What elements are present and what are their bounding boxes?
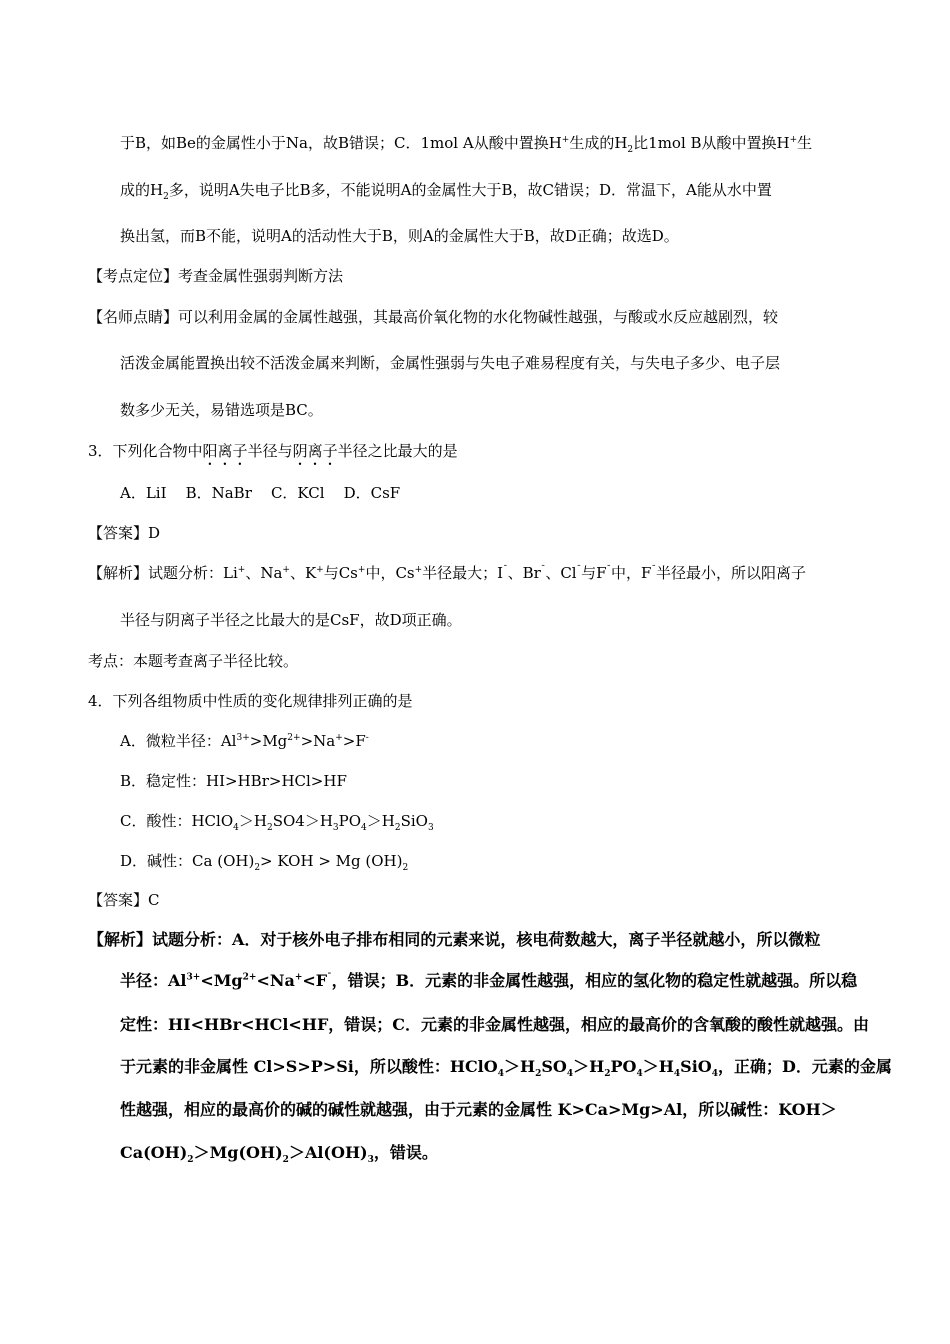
q4-option-d: D．碱性：Ca $(OH)_2>$ KOH > Mg $(OH)_2$ (120, 852, 409, 873)
q3-analysis-line-1: 【解析】试题分析：Li+、Na+、K+与Cs+中，Cs+半径最大；I¯、Br¯、Cl¯与F¯中，F¯半径最小，所以阳离子 (88, 564, 806, 582)
prev-analysis-line-1: 于B，如Be的金属性小于Na，故B错误；C．1mol A从酸中置换H+生成的$H_2$比1mol B从酸中置换H+生 (120, 134, 813, 155)
mingshi-line-3: 数多少无关，易错选项是BC。 (120, 401, 323, 419)
q4-answer: 【答案】C (88, 891, 160, 909)
mingshi-line-1: 【名师点睛】可以利用金属的金属性越强，其最高价氧化物的水化物碱性越强，与酸或水反应越剧烈，较 (88, 308, 779, 326)
mingshi-line-2: 活泼金属能置换出较不活泼金属来判断，金属性强弱与失电子难易程度有关，与失电子多少、电子层 (120, 354, 781, 372)
q4-option-a: A．微粒半径：$Al^{3+}>Mg^{2+}>Na^+>F^-$ (120, 732, 369, 750)
q4-analysis-line-1: 【解析】试题分析：A．对于核外电子排布相同的元素来说，核电荷数越大，离子半径就越小，所以微粒 (88, 930, 821, 949)
q3-answer: 【答案】D (88, 524, 161, 542)
prev-kaodian: 【考点定位】考查金属性强弱判断方法 (88, 267, 344, 285)
q4-analysis-line-2: 半径：$Al^{3+}<Mg^{2+}<Na^+<F^¯$，错误；B．元素的非金属性越强，相应的氢化物的稳定性就越强。所以稳 (120, 971, 858, 990)
prev-analysis-line-2: 成的$H_2$多，说明A失电子比B多，不能说明A的金属性大于B，故C错误；D．常温下，A能从水中置 (120, 181, 772, 202)
q4-analysis-line-6: $Ca(OH)_2>Mg(OH)_2>Al(OH)_3$，错误。 (120, 1143, 438, 1166)
q4-option-b: B．稳定性：HI>HBr>HCl>HF (120, 772, 347, 790)
q4-analysis-line-4: 于元素的非金属性 Cl>S>P>Si，所以酸性：$HClO_4>H_2SO_4>H_2PO_4>H_4SiO_4$，正确；D．元素的金属 (120, 1057, 892, 1080)
q3-kaodian: 考点：本题考查离子半径比较。 (88, 652, 299, 670)
q4-analysis-line-3: 定性：HI<HBr<HCl<HF，错误；C．元素的非金属性越强，相应的最高价的含氧酸的酸性就越强。由 (120, 1015, 870, 1034)
q4-analysis-line-5: 性越强，相应的最高价的碱的碱性就越强，由于元素的金属性 K>Ca>Mg>Al，所以碱性：KOH＞ (120, 1100, 837, 1119)
q3-stem: 3．下列化合物中阳离子半径与阴离子半径之比最大的是 (88, 442, 458, 460)
q4-option-c: C．酸性：$HClO_4>H_2SO4>H_3PO_4>H_2SiO_3$ (120, 812, 434, 833)
q3-analysis-line-2: 半径与阴离子半径之比最大的是CsF，故D项正确。 (120, 611, 462, 629)
prev-analysis-line-3: 换出氢，而B不能，说明A的活动性大于B，则A的金属性大于B，故D正确；故选D。 (120, 227, 679, 245)
q4-stem: 4．下列各组物质中性质的变化规律排列正确的是 (88, 692, 413, 710)
q3-options: A．LiI B．NaBr C．KCl D．CsF (120, 484, 401, 502)
